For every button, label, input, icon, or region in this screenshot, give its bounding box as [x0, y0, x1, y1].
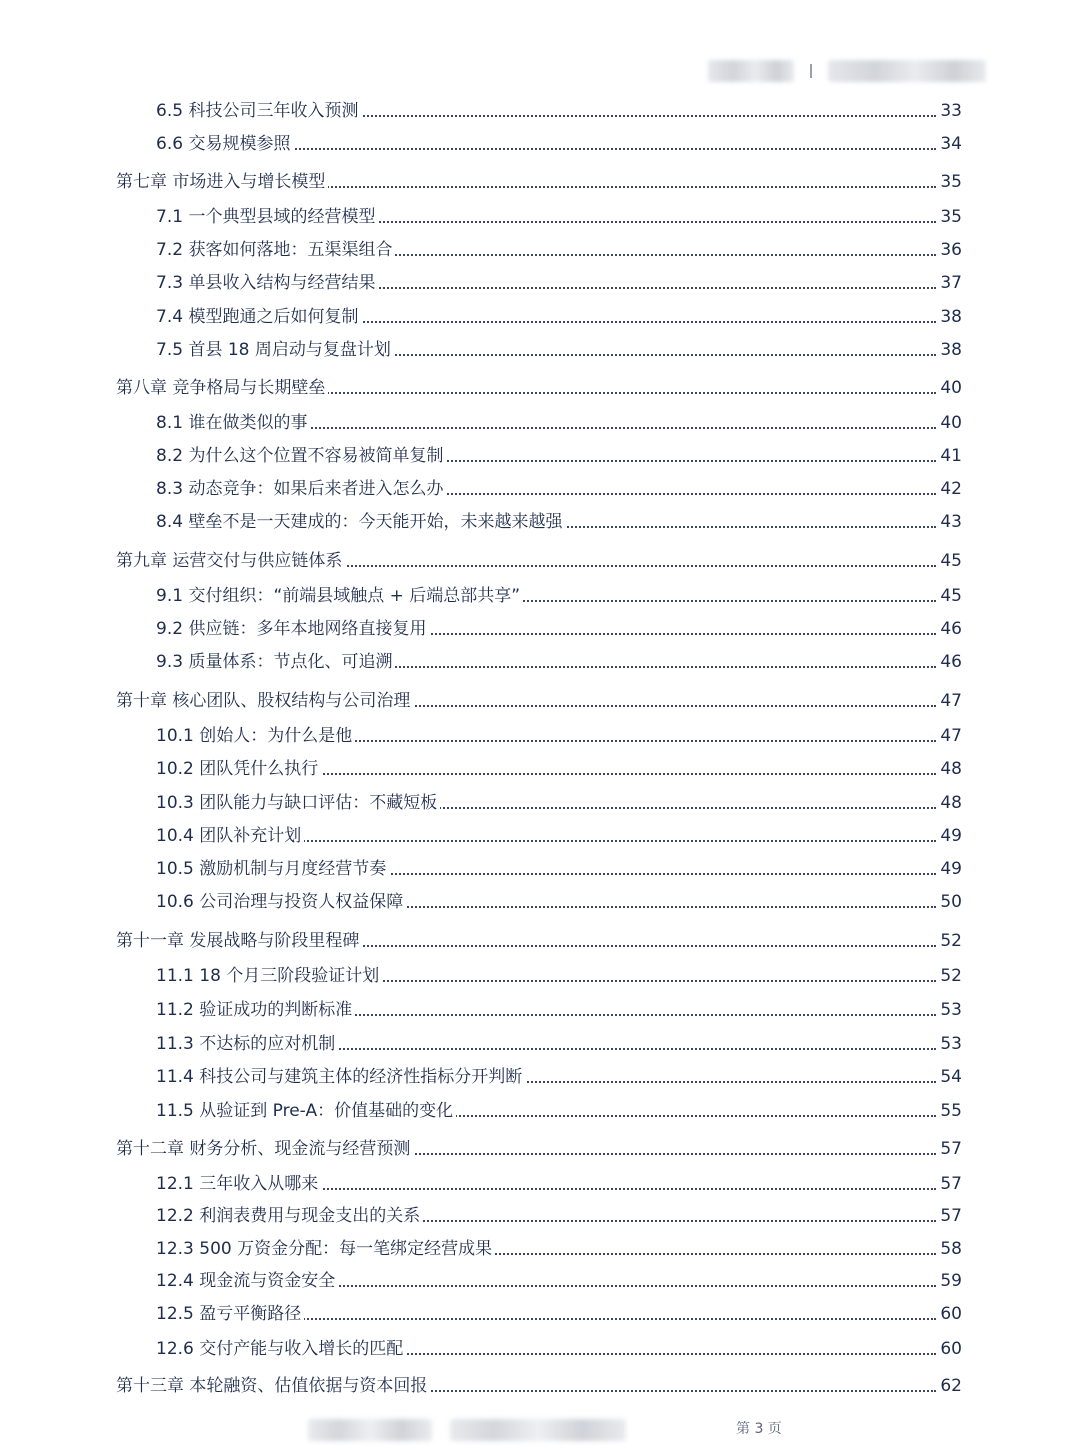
toc-entry-title: 第八章 竞争格局与长期壁垒	[116, 375, 328, 401]
toc-entry-page-number: 45	[940, 586, 962, 606]
toc-entry-title: 10.4 团队补充计划	[156, 823, 304, 849]
toc-entry-page-number: 52	[940, 966, 962, 986]
toc-section-entry[interactable]	[0, 963, 1086, 989]
header-separator	[810, 64, 812, 78]
toc-entry-title: 9.1 交付组织：“前端县域触点 + 后端总部共享”	[156, 583, 523, 609]
toc-chapter-entry[interactable]	[0, 1136, 1086, 1162]
toc-entry-title: 11.1 18 个月三阶段验证计划	[156, 963, 382, 989]
toc-entry-title: 10.2 团队凭什么执行	[156, 756, 321, 782]
toc-entry-page-number: 47	[940, 726, 962, 746]
toc-entry-page-number: 60	[940, 1339, 962, 1359]
toc-entry-title: 第七章 市场进入与增长模型	[116, 169, 328, 195]
toc-entry-page-number: 38	[940, 307, 962, 327]
toc-entry-title: 12.1 三年收入从哪来	[156, 1171, 321, 1197]
toc-entry-title: 第十一章 发展战略与阶段里程碑	[116, 928, 362, 954]
toc-entry-title: 9.3 质量体系：节点化、可追溯	[156, 649, 395, 675]
toc-section-entry[interactable]	[0, 1336, 1086, 1362]
toc-section-entry[interactable]	[0, 337, 1086, 363]
toc-section-entry[interactable]	[0, 1203, 1086, 1229]
toc-entry-page-number: 49	[940, 859, 962, 879]
toc-entry-page-number: 35	[940, 172, 962, 192]
toc-entry-page-number: 54	[940, 1067, 962, 1087]
toc-entry-title: 10.6 公司治理与投资人权益保障	[156, 889, 406, 915]
toc-entry-page-number: 62	[940, 1376, 962, 1396]
toc-section-entry[interactable]	[0, 1098, 1086, 1124]
toc-section-entry[interactable]	[0, 756, 1086, 782]
toc-entry-title: 10.3 团队能力与缺口评估：不藏短板	[156, 790, 440, 816]
toc-entry-page-number: 38	[940, 340, 962, 360]
toc-entry-title: 12.5 盈亏平衡路径	[156, 1301, 304, 1327]
toc-entry-page-number: 48	[940, 793, 962, 813]
page-number: 第 3 页	[736, 1421, 782, 1437]
toc-section-entry[interactable]	[0, 583, 1086, 609]
toc-entry-title: 第九章 运营交付与供应链体系	[116, 548, 345, 574]
toc-section-entry[interactable]	[0, 237, 1086, 263]
toc-entry-title: 10.5 激励机制与月度经营节奏	[156, 856, 389, 882]
toc-entry-title: 7.3 单县收入结构与经营结果	[156, 270, 378, 296]
toc-entry-page-number: 37	[940, 273, 962, 293]
toc-section-entry[interactable]	[0, 790, 1086, 816]
toc-chapter-entry[interactable]	[0, 548, 1086, 574]
toc-entry-title: 8.1 谁在做类似的事	[156, 410, 310, 436]
toc-entry-page-number: 50	[940, 892, 962, 912]
toc-entry-page-number: 33	[940, 101, 962, 121]
toc-entry-title: 第十章 核心团队、股权结构与公司治理	[116, 688, 413, 714]
toc-section-entry[interactable]	[0, 889, 1086, 915]
toc-section-entry[interactable]	[0, 443, 1086, 469]
toc-entry-page-number: 57	[940, 1174, 962, 1194]
toc-entry-title: 9.2 供应链：多年本地网络直接复用	[156, 616, 429, 642]
toc-entry-page-number: 53	[940, 1000, 962, 1020]
toc-chapter-entry[interactable]	[0, 375, 1086, 401]
toc-section-entry[interactable]	[0, 304, 1086, 330]
toc-section-entry[interactable]	[0, 410, 1086, 436]
toc-entry-page-number: 59	[940, 1271, 962, 1291]
toc-entry-title: 12.2 利润表费用与现金支出的关系	[156, 1203, 423, 1229]
toc-section-entry[interactable]	[0, 823, 1086, 849]
toc-entry-title: 12.6 交付产能与收入增长的匹配	[156, 1336, 406, 1362]
toc-chapter-entry[interactable]	[0, 169, 1086, 195]
toc-section-entry[interactable]	[0, 1064, 1086, 1090]
toc-entry-page-number: 55	[940, 1101, 962, 1121]
toc-entry-page-number: 60	[940, 1304, 962, 1324]
toc-entry-page-number: 42	[940, 479, 962, 499]
toc-entry-title: 12.3 500 万资金分配：每一笔绑定经营成果	[156, 1236, 495, 1262]
redacted-header-left	[708, 60, 794, 82]
toc-chapter-entry[interactable]	[0, 1373, 1086, 1399]
toc-section-entry[interactable]	[0, 997, 1086, 1023]
toc-entry-page-number: 35	[940, 207, 962, 227]
toc-section-entry[interactable]	[0, 1301, 1086, 1327]
toc-section-entry[interactable]	[0, 723, 1086, 749]
toc-section-entry[interactable]	[0, 1268, 1086, 1294]
toc-entry-title: 7.5 首县 18 周启动与复盘计划	[156, 337, 394, 363]
toc-section-entry[interactable]	[0, 270, 1086, 296]
toc-section-entry[interactable]	[0, 856, 1086, 882]
toc-entry-page-number: 46	[940, 619, 962, 639]
toc-section-entry[interactable]	[0, 1031, 1086, 1057]
toc-section-entry[interactable]	[0, 476, 1086, 502]
toc-chapter-entry[interactable]	[0, 928, 1086, 954]
toc-entry-page-number: 34	[940, 134, 962, 154]
toc-entry-title: 6.6 交易规模参照	[156, 131, 293, 157]
toc-entry-page-number: 40	[940, 413, 962, 433]
toc-entry-title: 8.2 为什么这个位置不容易被简单复制	[156, 443, 446, 469]
toc-section-entry[interactable]	[0, 1236, 1086, 1262]
toc-entry-title: 11.4 科技公司与建筑主体的经济性指标分开判断	[156, 1064, 525, 1090]
toc-entry-title: 11.3 不达标的应对机制	[156, 1031, 338, 1057]
toc-section-entry[interactable]	[0, 649, 1086, 675]
toc-entry-page-number: 52	[940, 931, 962, 951]
toc-section-entry[interactable]	[0, 131, 1086, 157]
toc-entry-title: 11.2 验证成功的判断标准	[156, 997, 355, 1023]
toc-entry-page-number: 43	[940, 512, 962, 532]
toc-entry-page-number: 49	[940, 826, 962, 846]
toc-section-entry[interactable]	[0, 204, 1086, 230]
toc-chapter-entry[interactable]	[0, 688, 1086, 714]
toc-entry-title: 7.2 获客如何落地：五渠渠组合	[156, 237, 395, 263]
redacted-header-right	[828, 60, 986, 82]
toc-entry-title: 11.5 从验证到 Pre-A：价值基础的变化	[156, 1098, 456, 1124]
toc-entry-page-number: 47	[940, 691, 962, 711]
toc-entry-title: 6.5 科技公司三年收入预测	[156, 98, 361, 124]
toc-entry-page-number: 53	[940, 1034, 962, 1054]
toc-entry-page-number: 48	[940, 759, 962, 779]
toc-entry-page-number: 57	[940, 1139, 962, 1159]
toc-entry-title: 7.4 模型跑通之后如何复制	[156, 304, 361, 330]
toc-entry-title: 8.3 动态竞争：如果后来者进入怎么办	[156, 476, 446, 502]
toc-entry-title: 8.4 壁垒不是一天建成的：今天能开始，未来越来越强	[156, 509, 565, 535]
toc-entry-page-number: 41	[940, 446, 962, 466]
toc-entry-title: 12.4 现金流与资金安全	[156, 1268, 338, 1294]
toc-section-entry[interactable]	[0, 509, 1086, 535]
toc-entry-title: 第十二章 财务分析、现金流与经营预测	[116, 1136, 413, 1162]
toc-entry-page-number: 57	[940, 1206, 962, 1226]
toc-entry-page-number: 46	[940, 652, 962, 672]
toc-entry-page-number: 40	[940, 378, 962, 398]
toc-entry-page-number: 58	[940, 1239, 962, 1259]
toc-entry-title: 第十三章 本轮融资、估值依据与资本回报	[116, 1373, 430, 1399]
toc-section-entry[interactable]	[0, 98, 1086, 124]
toc-section-entry[interactable]	[0, 1171, 1086, 1197]
toc-entry-title: 7.1 一个典型县域的经营模型	[156, 204, 378, 230]
redacted-footer-left	[308, 1419, 432, 1441]
toc-entry-page-number: 36	[940, 240, 962, 260]
toc-section-entry[interactable]	[0, 616, 1086, 642]
toc-entry-title: 10.1 创始人：为什么是他	[156, 723, 355, 749]
toc-entry-page-number: 45	[940, 551, 962, 571]
redacted-footer-middle	[450, 1419, 626, 1441]
